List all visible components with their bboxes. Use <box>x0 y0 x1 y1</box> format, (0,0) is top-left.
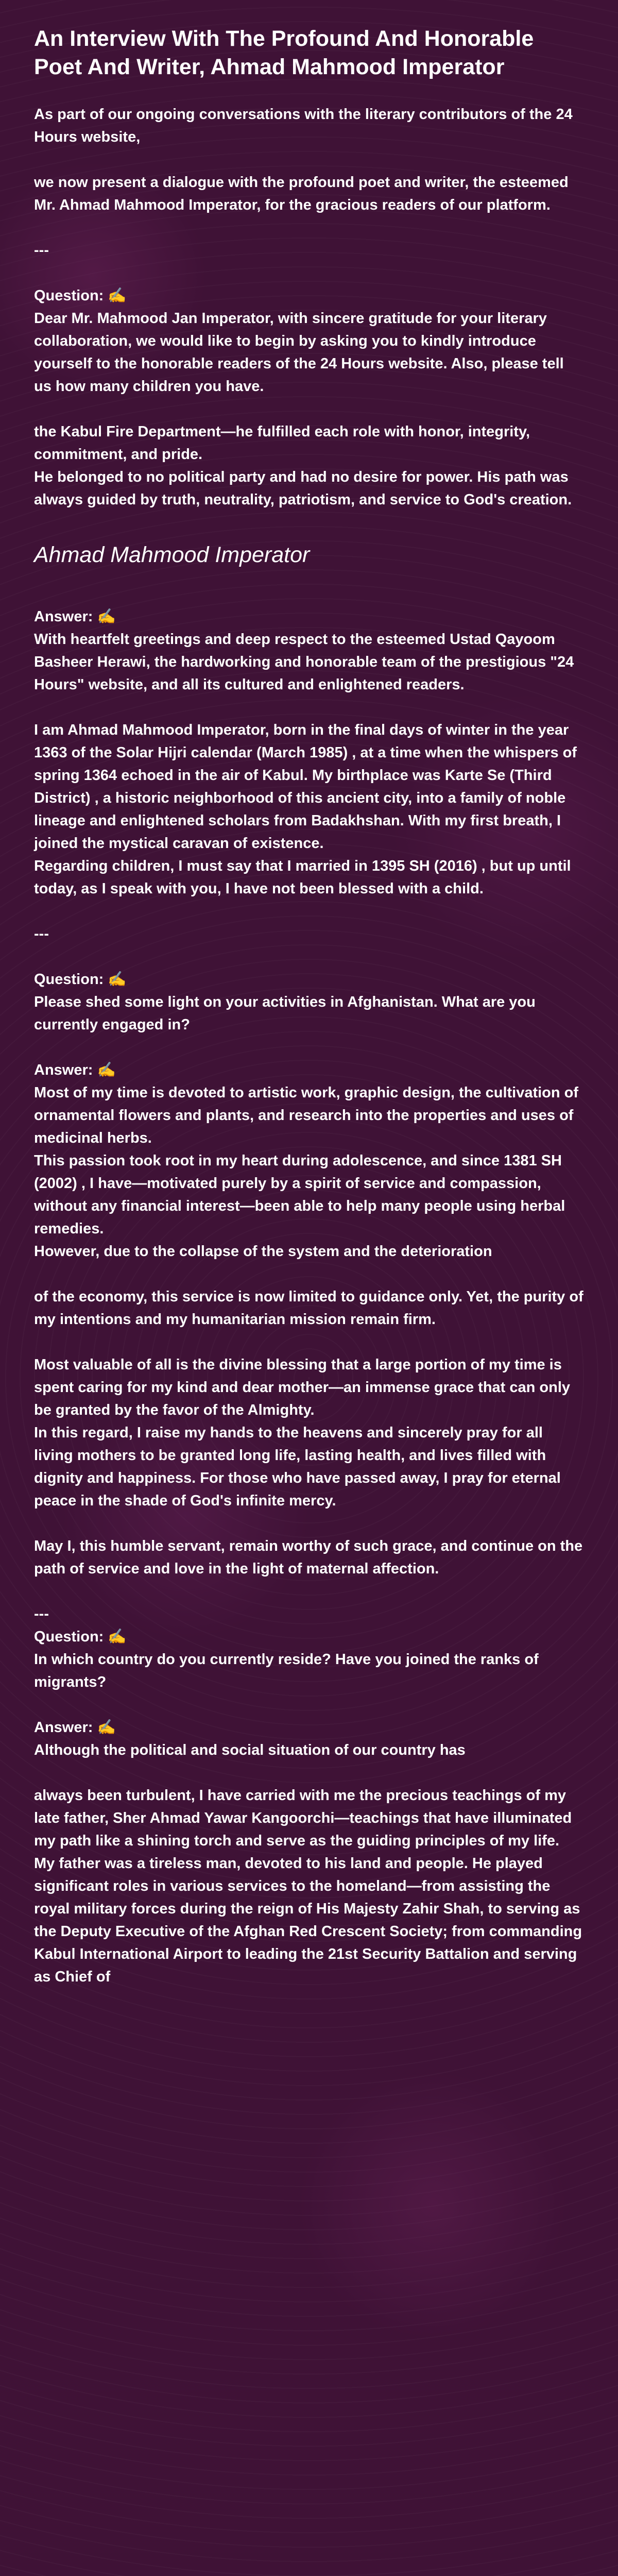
answer-3-paragraph-1: Although the political and social situation of our country has <box>34 1742 466 1758</box>
answer-2-paragraph-6: May I, this humble servant, remain worthy of such grace, and continue on the path of service and love in the light of maternal affection. <box>34 1538 583 1577</box>
answer-1-paragraph-1: With heartfelt greetings and deep respect to the esteemed Ustad Qayoom Basheer Herawi, the hardworking and honorable team of the prestigious "24 Hours" website, and all its cultured and enlightened readers. <box>34 631 574 693</box>
question-label: Question: ✍ <box>34 287 127 304</box>
intro-paragraph-1: As part of our ongoing conversations with the literary contributors of the 24 Hours website, <box>34 106 573 145</box>
answer-2-paragraph-2: This passion took root in my heart during adolescence, and since 1381 SH (2002) , I have—motivated purely by a spirit of service and compassion, without any financial interest—been able to help many people using herbal remedies. <box>34 1153 565 1237</box>
question-2-text: Please shed some light on your activities in Afghanistan. What are you currently engaged in? <box>34 994 536 1033</box>
answer-3-paragraph-3: My father was a tireless man, devoted to his land and people. He played significant roles in various services to the homeland—from assisting the royal military forces during the reign of His Majesty Zahir Shah, to serving as the Deputy Executive of the Afghan Red Crescent Society; from commanding Kabul International Airport to leading the 21st Security Battalion and serving as Chief of <box>34 1855 582 1985</box>
question-1-text: Dear Mr. Mahmood Jan Imperator, with sincere gratitude for your literary collaboration, we would like to begin by asking you to kindly introduce yourself to the honorable readers of the 24 Hours website. Also, please tell us how many children you have. <box>34 310 564 395</box>
answer-2-paragraph-5: In this regard, I raise my hands to the heavens and sincerely pray for all living mothers to be granted long life, lasting health, and lives filled with dignity and happiness. For those who have passed away, I pray for eternal peace in the shade of God's infinite mercy. <box>34 1425 561 1509</box>
answer-2-paragraph-3a: However, due to the collapse of the system and the deterioration <box>34 1243 492 1260</box>
intro-paragraph-2: we now present a dialogue with the profound poet and writer, the esteemed Mr. Ahmad Mahmood Imperator, for the gracious readers of our platform. <box>34 174 569 213</box>
question-1-paragraph-3: He belonged to no political party and had no desire for power. His path was always guided by truth, neutrality, patriotism, and service to God's creation. <box>34 469 572 508</box>
question-1-paragraph-2: the Kabul Fire Department—he fulfilled each role with honor, integrity, commitment, and pride. <box>34 423 530 463</box>
answer-2-paragraph-4: Most valuable of all is the divine blessing that a large portion of my time is spent caring for my kind and dear mother—an immense grace that can only be granted by the favor of the Almighty. <box>34 1357 571 1418</box>
answer-label: Answer: ✍ <box>34 1062 116 1078</box>
answer-2-paragraph-1: Most of my time is devoted to artistic work, graphic design, the cultivation of ornamental flowers and plants, and research into the properties and uses of medicinal herbs. <box>34 1084 579 1146</box>
speaker-name: Ahmad Mahmood Imperator <box>34 543 310 567</box>
answer-3-paragraph-2: always been turbulent, I have carried with me the precious teachings of my late father, Sher Ahmad Yawar Kangoorchi—teachings that have illuminated my path like a shining torch and serve as the guiding principles of my life. <box>34 1787 572 1849</box>
answer-2-paragraph-3b: of the economy, this service is now limited to guidance only. Yet, the purity of my intentions and my humanitarian mission remain firm. <box>34 1289 583 1328</box>
question-label: Question: ✍ <box>34 1629 127 1645</box>
separator: --- <box>34 242 49 259</box>
separator: --- <box>34 926 49 942</box>
page-title: An Interview With The Profound And Honorable Poet And Writer, Ahmad Mahmood Imperator <box>34 26 534 79</box>
answer-1-paragraph-3: Regarding children, I must say that I married in 1395 SH (2016) , but up until today, as I speak with you, I have not been blessed with a child. <box>34 858 571 897</box>
question-3-text: In which country do you currently reside? Have you joined the ranks of migrants? <box>34 1651 539 1690</box>
answer-label: Answer: ✍ <box>34 608 116 625</box>
answer-1-paragraph-2: I am Ahmad Mahmood Imperator, born in the final days of winter in the year 1363 of the Solar Hijri calendar (March 1985) , at a time when the whispers of spring 1364 echoed in the air of Kabul. My birthplace was Karte Se (Third District) , a historic neighborhood of this ancient city, into a family of noble lineage and enlightened scholars from Badakhshan. With my first breath, I joined the mystical caravan of existence. <box>34 722 577 852</box>
question-label: Question: ✍ <box>34 971 127 988</box>
answer-label: Answer: ✍ <box>34 1719 116 1736</box>
separator: --- <box>34 1606 49 1622</box>
